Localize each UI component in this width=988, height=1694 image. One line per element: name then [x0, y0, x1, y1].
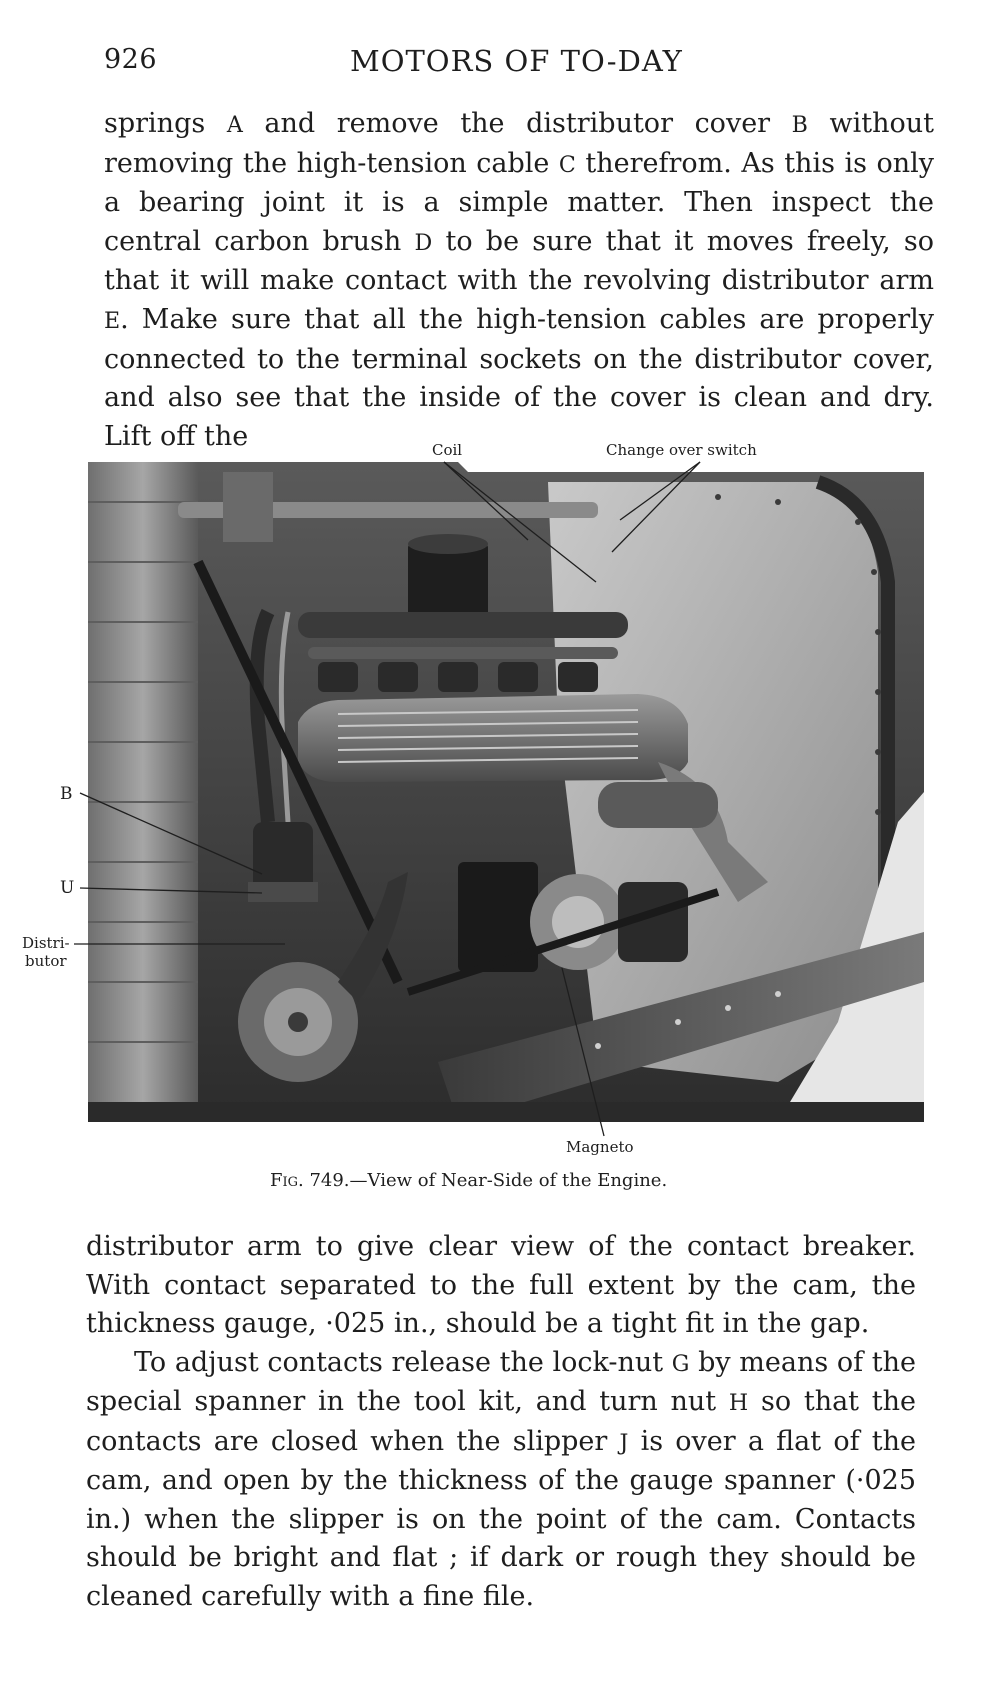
callout-change-over-switch: Change over switch [606, 441, 757, 459]
letter-ref: A [226, 112, 243, 138]
text-run: is over a flat of the cam, and open by the thickness of the gauge spanner (·025 in.) when the slipper is on the point of the cam. Contacts should be bright and flat ; if dark or rough they should be cleaned carefully with a fine file. [86, 1425, 916, 1612]
body-text-bottom [86, 1228, 916, 1616]
callout-b: B [60, 784, 73, 804]
text-run: without removing the high-tension cable [104, 108, 935, 179]
figure-label: Fig. 749. [270, 1170, 350, 1191]
text-run: to be sure that it moves freely, so that it will make contact with the revolving distributor arm [104, 225, 934, 297]
callout-distributor-line2: butor [25, 952, 67, 970]
text-run: To adjust contacts release the lock-nut [134, 1346, 672, 1378]
text-run: therefrom. As this is only a bearing joint it is a simple matter. Then inspect the central carbon brush [104, 147, 934, 257]
callout-distributor [22, 934, 70, 970]
running-title: MOTORS OF TO-DAY [350, 44, 683, 78]
figure-caption-text: —View of Near-Side of the Engine. [349, 1170, 668, 1191]
callout-distributor-line1: Distri- [22, 934, 70, 952]
text-run: so that the contacts are closed when the slipper [86, 1386, 917, 1457]
letter-ref: B [791, 112, 808, 138]
letter-ref: E [104, 307, 121, 334]
text-run: by means of the special spanner in the tool kit, and turn nut [86, 1346, 916, 1417]
figure-caption [270, 1170, 667, 1191]
text-run: and remove the distributor cover [242, 108, 792, 139]
letter-ref: G [671, 1350, 690, 1377]
letter-ref: C [558, 151, 576, 178]
text-run: . Make sure that all the high-tension cables are properly connected to the terminal sockets on the distributor cover, and also see that the inside of the cover is clean and dry. Lift off the [104, 303, 934, 452]
letter-ref: D [414, 229, 433, 256]
text-run: springs [104, 108, 227, 139]
callout-u: U [60, 878, 75, 898]
callout-magneto: Magneto [566, 1138, 634, 1156]
body-paragraph: distributor arm to give clear view of the contact breaker. With contact separated to the full extent by the cam, the thickness gauge, ·025 in., should be a tight fit in the gap. [86, 1231, 916, 1339]
letter-ref: H [728, 1390, 749, 1416]
body-paragraph [86, 1344, 916, 1617]
callout-coil: Coil [432, 441, 463, 459]
letter-ref: J [619, 1429, 629, 1456]
page-number: 926 [104, 44, 158, 75]
